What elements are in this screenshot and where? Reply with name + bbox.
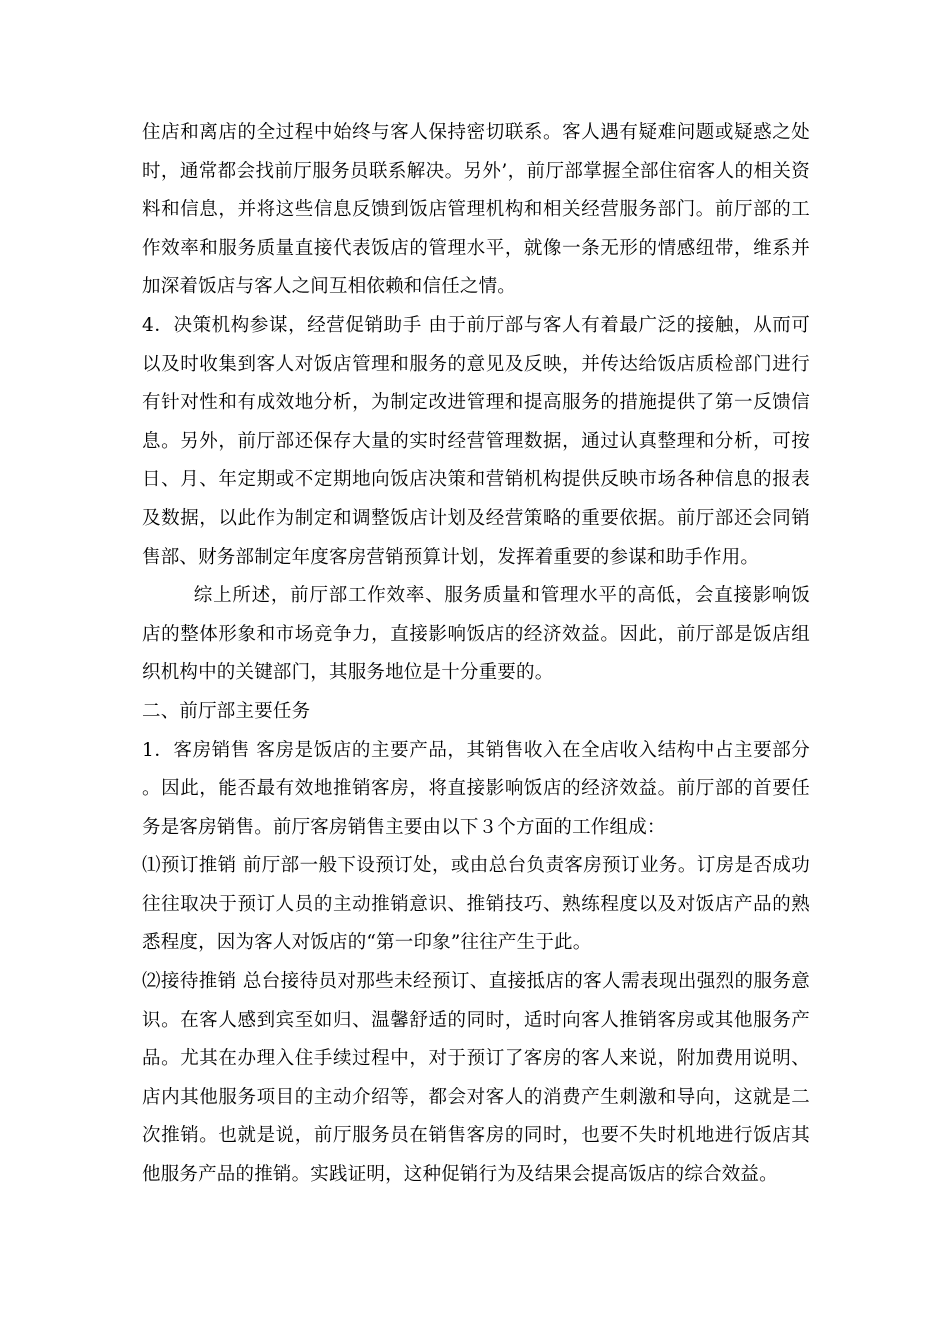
document-body: [142, 114, 810, 1195]
paragraph-continuation: 住店和离店的全过程中始终与客人保持密切联系。客人遇有疑难问题或疑惑之处时，通常都会找前厅服务员联系解决。另外’，前厅部掌握全部住宿客人的相关资料和信息，并将这些信息反馈到饭店管理机构和相关经营服务部门。前厅部的工作效率和服务质量直接代表饭店的管理水平，就像一条无形的情感纽带，维系并加深着饭店与客人之间互相依赖和信任之情。: [142, 122, 810, 298]
paragraph-item-1: 1．客房销售 客房是饭店的主要产品，其销售收入在全店收入结构中占主要部分。因此，能否最有效地推销客房，将直接影响饭店的经济效益。前厅部的首要任务是客房销售。前厅客房销售主要由以下３个方面的工作组成：: [142, 739, 810, 838]
paragraph-subitem-2: ⑵接待推销 总台接待员对那些未经预订、直接抵店的客人需表现出强烈的服务意识。在客人感到宾至如归、温馨舒适的同时，适时向客人推销客房或其他服务产品。尤其在办理入住手续过程中，对于预订了客房的客人来说，附加费用说明、店内其他服务项目的主动介绍等，都会对客人的消费产生刺激和导向，这就是二次推销。也就是说，前厅服务员在销售客房的同时，也要不失时机地进行饭店其他服务产品的推销。实践证明，这种促销行为及结果会提高饭店的综合效益。: [142, 971, 810, 1186]
paragraph-subitem-1: ⑴预订推销 前厅部一般下设预订处，或由总台负责客房预订业务。订房是否成功往往取决于预订人员的主动推销意识、推销技巧、熟练程度以及对饭店产品的熟悉程度，因为客人对饭店的“第一印象”往往产生于此。: [142, 855, 810, 954]
section-heading: 二、前厅部主要任务: [142, 700, 311, 722]
paragraph-item-4: 4．决策机构参谋，经营促销助手 由于前厅部与客人有着最广泛的接触，从而可以及时收集到客人对饭店管理和服务的意见及反映，并传达给饭店质检部门进行有针对性和有成效地分析，为制定改进管理和提高服务的措施提供了第一反馈信息。另外，前厅部还保存大量的实时经营管理数据，通过认真整理和分析，可按日、月、年定期或不定期地向饭店决策和营销机构提供反映市场各种信息的报表及数据，以此作为制定和调整饭店计划及经营策略的重要依据。前厅部还会同销售部、财务部制定年度客房营销预算计划，发挥着重要的参谋和助手作用。: [142, 314, 810, 568]
paragraph-summary: 综上所述，前厅部工作效率、服务质量和管理水平的高低，会直接影响饭店的整体形象和市场竞争力，直接影响饭店的经济效益。因此，前厅部是饭店组织机构中的关键部门，其服务地位是十分重要的。: [142, 585, 810, 684]
